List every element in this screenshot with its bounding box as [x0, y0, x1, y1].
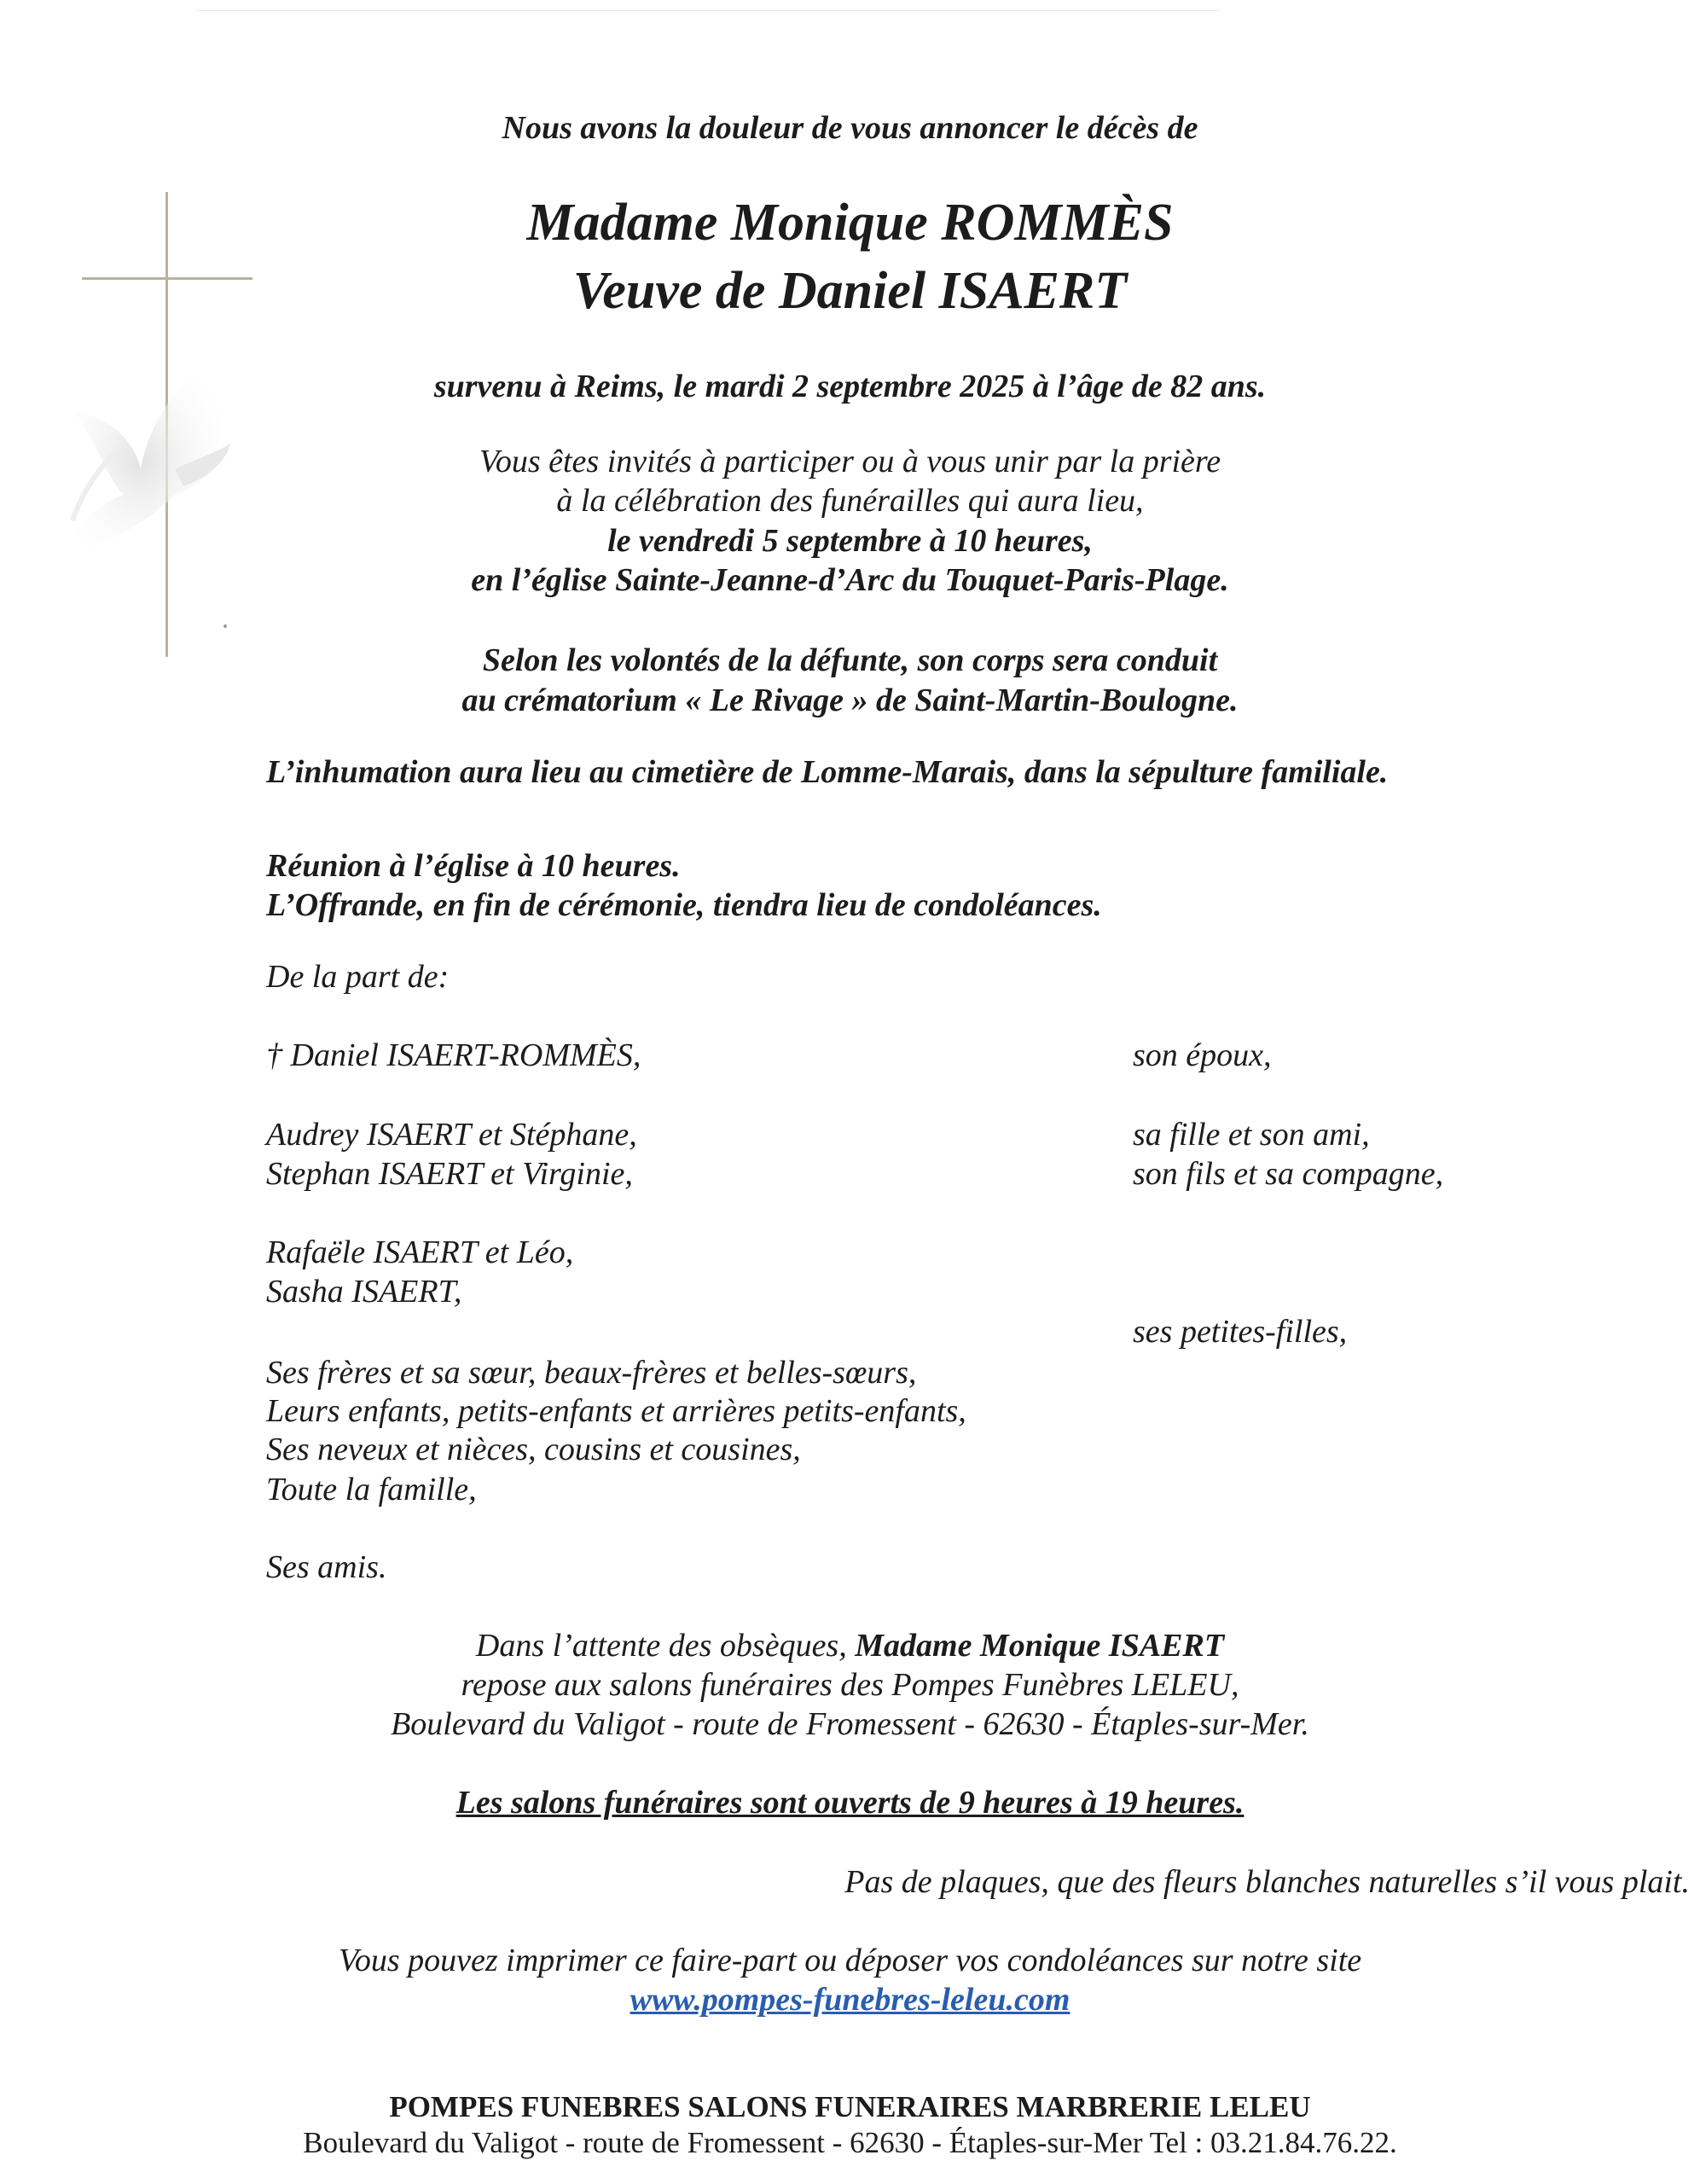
- flowers-note: Pas de plaques, que des fleurs blanches naturelles s’il vous plait.: [844, 1864, 1690, 1900]
- family-name: Rafaële ISAERT et Léo,: [266, 1234, 574, 1270]
- from-label: De la part de:: [266, 959, 450, 995]
- cremation-line-1: Selon les volontés de la défunte, son corps sera conduit: [482, 642, 1218, 678]
- spouse-line: Veuve de Daniel ISAERT: [572, 262, 1128, 320]
- family-name: Ses frères et sa sœur, beaux-frères et belles-sœurs,: [266, 1355, 917, 1391]
- repose-prefix: Dans l’attente des obsèques,: [475, 1628, 856, 1664]
- ceremony-date: le vendredi 5 septembre à 10 heures,: [607, 523, 1093, 559]
- family-name: Ses neveux et nièces, cousins et cousines,: [266, 1432, 801, 1467]
- repose-line-3: Boulevard du Valigot - route de Fromessent - 62630 - Étaples-sur-Mer.: [391, 1706, 1309, 1742]
- website-text: Vous pouvez imprimer ce faire-part ou déposer vos condoléances sur notre site: [338, 1943, 1362, 1978]
- website-link[interactable]: www.pompes-funebres-leleu.com: [630, 1982, 1070, 2018]
- family-relation: son époux,: [1133, 1037, 1272, 1073]
- ceremony-line-2: à la célébration des funérailles qui aura lieu,: [556, 483, 1144, 519]
- family-relation: son fils et sa compagne,: [1133, 1156, 1444, 1192]
- footer-address: Boulevard du Valigot - route de Fromessent - 62630 - Étaples-sur-Mer Tel : 03.21.84.76.22.: [303, 2126, 1397, 2159]
- repose-line-1: [0, 1625, 1700, 1666]
- scan-edge-line: [196, 10, 1220, 11]
- family-name: Sasha ISAERT,: [266, 1274, 462, 1310]
- speck: [223, 624, 227, 628]
- family-relation: sa fille et son ami,: [1133, 1117, 1370, 1153]
- family-name: † Daniel ISAERT-ROMMÈS,: [266, 1037, 641, 1073]
- family-name: Toute la famille,: [266, 1472, 477, 1507]
- family-name: Leurs enfants, petits-enfants et arrières petits-enfants,: [266, 1393, 966, 1429]
- family-relation: ses petites-filles,: [1133, 1314, 1348, 1350]
- family-name: Stephan ISAERT et Virginie,: [266, 1156, 633, 1192]
- ceremony-place: en l’église Sainte-Jeanne-d’Arc du Touquet-Paris-Plage.: [471, 562, 1229, 598]
- repose-name: Madame Monique ISAERT: [855, 1628, 1225, 1664]
- family-name: Ses amis.: [266, 1549, 387, 1585]
- footer-company: POMPES FUNEBRES SALONS FUNERAIRES MARBRERIE LELEU: [389, 2090, 1311, 2123]
- meeting-line-2: L’Offrande, en fin de cérémonie, tiendra lieu de condoléances.: [266, 887, 1102, 923]
- death-info: survenu à Reims, le mardi 2 septembre 2025 à l’âge de 82 ans.: [433, 369, 1267, 404]
- ceremony-line-1: Vous êtes invités à participer ou à vous unir par la prière: [479, 444, 1221, 479]
- website-link-row: [0, 1979, 1700, 2020]
- deceased-name: Madame Monique ROMMÈS: [526, 194, 1174, 252]
- opening-hours: Les salons funéraires sont ouverts de 9 heures à 19 heures.: [455, 1785, 1245, 1821]
- family-name: Audrey ISAERT et Stéphane,: [266, 1117, 637, 1153]
- meeting-line-1: Réunion à l’église à 10 heures.: [266, 848, 681, 884]
- intro-line: Nous avons la douleur de vous annoncer le décès de: [502, 110, 1198, 146]
- burial-line: L’inhumation aura lieu au cimetière de Lomme-Marais, dans la sépulture familiale.: [266, 754, 1389, 790]
- repose-line-2: repose aux salons funéraires des Pompes Funèbres LELEU,: [461, 1667, 1239, 1703]
- cremation-line-2: au crématorium « Le Rivage » de Saint-Martin-Boulogne.: [461, 682, 1239, 718]
